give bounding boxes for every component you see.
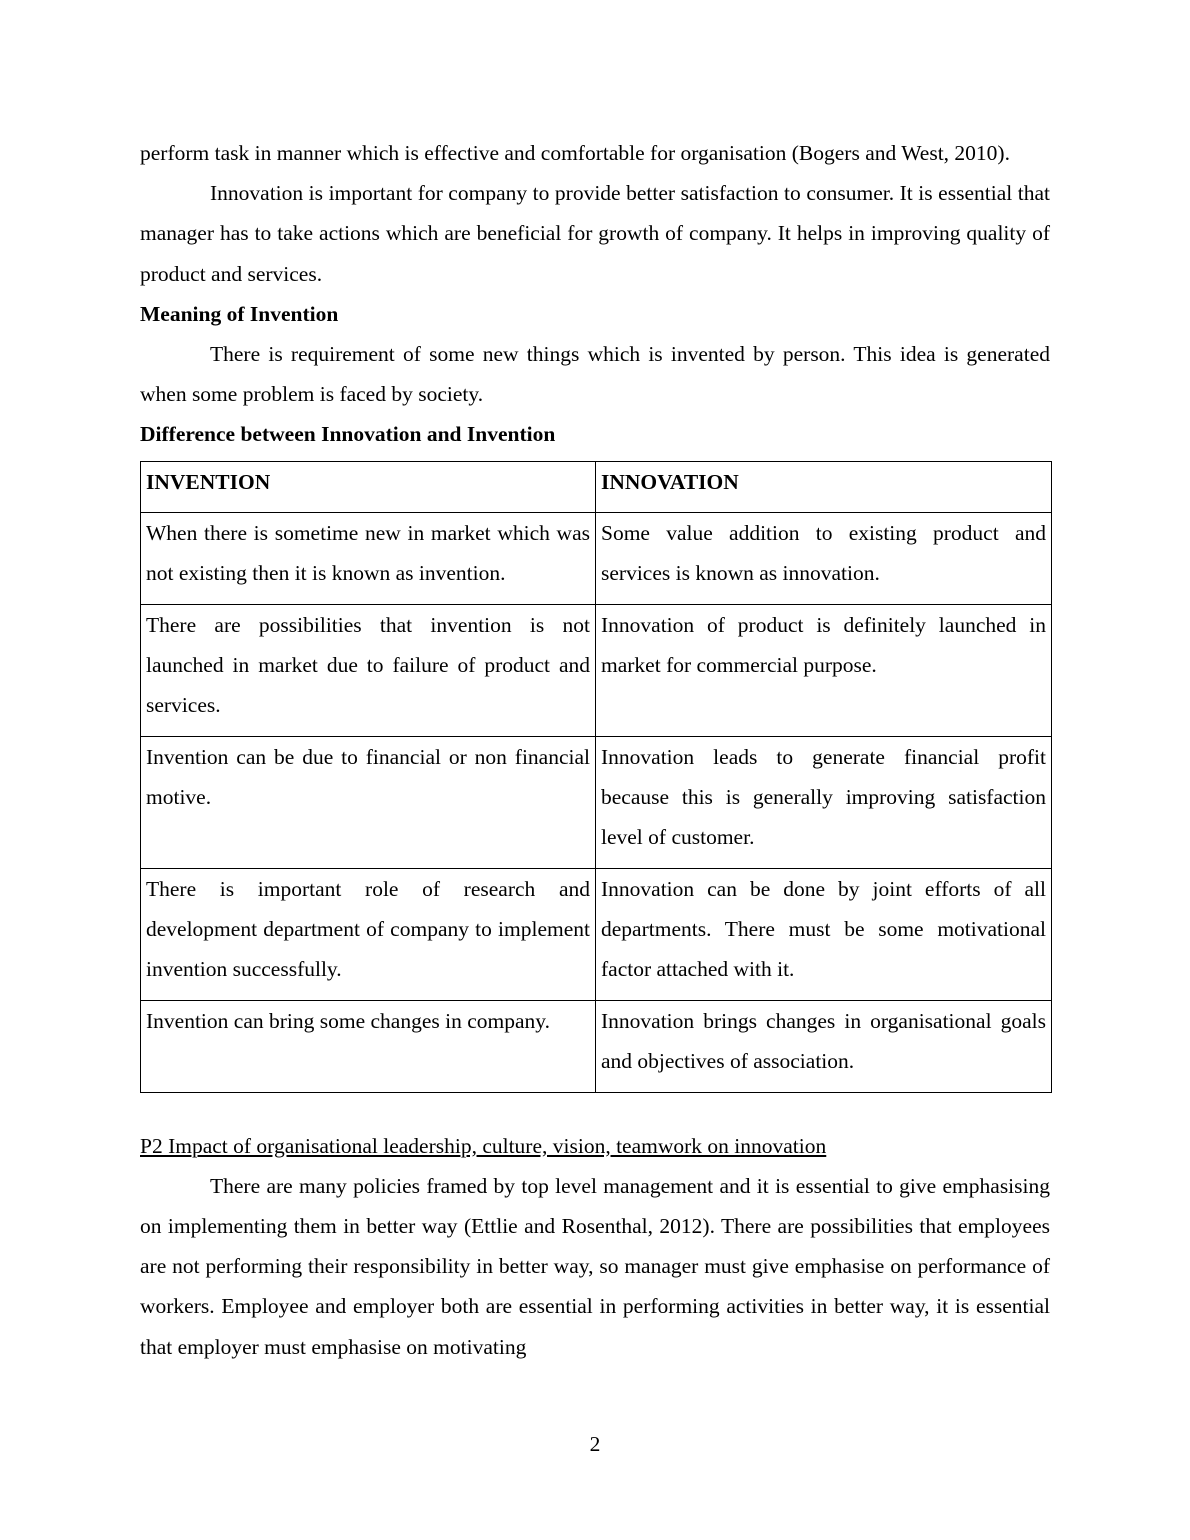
table-cell-innovation: Some value addition to existing product and services is known as innovation. bbox=[596, 512, 1052, 604]
innovation-importance-paragraph: Innovation is important for company to provide better satisfaction to consumer. It is essential that manager has to take actions which are beneficial for growth of company. It helps in improving quality of product and services. bbox=[140, 181, 1050, 286]
table-cell-invention: There are possibilities that invention is not launched in market due to failure of product and services. bbox=[141, 604, 596, 736]
meaning-of-invention-heading: Meaning of Invention bbox=[140, 301, 339, 326]
table-header-invention: INVENTION bbox=[141, 461, 596, 512]
table-row bbox=[141, 512, 1052, 604]
table-row bbox=[141, 868, 1052, 1000]
table-cell-invention: Invention can be due to financial or non financial motive. bbox=[141, 736, 596, 868]
table-cell-innovation: Innovation of product is definitely launched in market for commercial purpose. bbox=[596, 604, 1052, 736]
table-row bbox=[141, 1000, 1052, 1092]
p2-body-paragraph: There are many policies framed by top level management and it is essential to give emphasising on implementing them in better way (Ettlie and Rosenthal, 2012). There are possibilities that employees are not performing their responsibility in better way, so manager must give emphasise on performance of workers. Employee and employer both are essential in performing activities in better way, it is essential that employer must emphasise on motivating bbox=[140, 1173, 1050, 1359]
table-cell-invention: Invention can bring some changes in company. bbox=[141, 1000, 596, 1092]
document-page bbox=[140, 133, 1050, 1367]
p2-section-title: P2 Impact of organisational leadership, culture, vision, teamwork on innovation bbox=[140, 1133, 827, 1158]
table-cell-innovation: Innovation can be done by joint efforts of all departments. There must be some motivational factor attached with it. bbox=[596, 868, 1052, 1000]
table-header-row bbox=[141, 461, 1052, 512]
table-row bbox=[141, 604, 1052, 736]
table-cell-invention: When there is sometime new in market which was not existing then it is known as invention. bbox=[141, 512, 596, 604]
difference-table bbox=[140, 461, 1052, 1093]
invention-meaning-paragraph: There is requirement of some new things which is invented by person. This idea is generated when some problem is faced by society. bbox=[140, 342, 1050, 407]
table-cell-innovation: Innovation brings changes in organisational goals and objectives of association. bbox=[596, 1000, 1052, 1092]
table-cell-innovation: Innovation leads to generate financial profit because this is generally improving satisfaction level of customer. bbox=[596, 736, 1052, 868]
table-row bbox=[141, 736, 1052, 868]
table-header-innovation: INNOVATION bbox=[596, 461, 1052, 512]
intro-paragraph: perform task in manner which is effective and comfortable for organisation (Bogers and West, 2010). bbox=[140, 141, 1010, 165]
page-number: 2 bbox=[589, 1432, 601, 1456]
table-cell-invention: There is important role of research and development department of company to implement invention successfully. bbox=[141, 868, 596, 1000]
difference-heading: Difference between Innovation and Invention bbox=[140, 422, 556, 447]
